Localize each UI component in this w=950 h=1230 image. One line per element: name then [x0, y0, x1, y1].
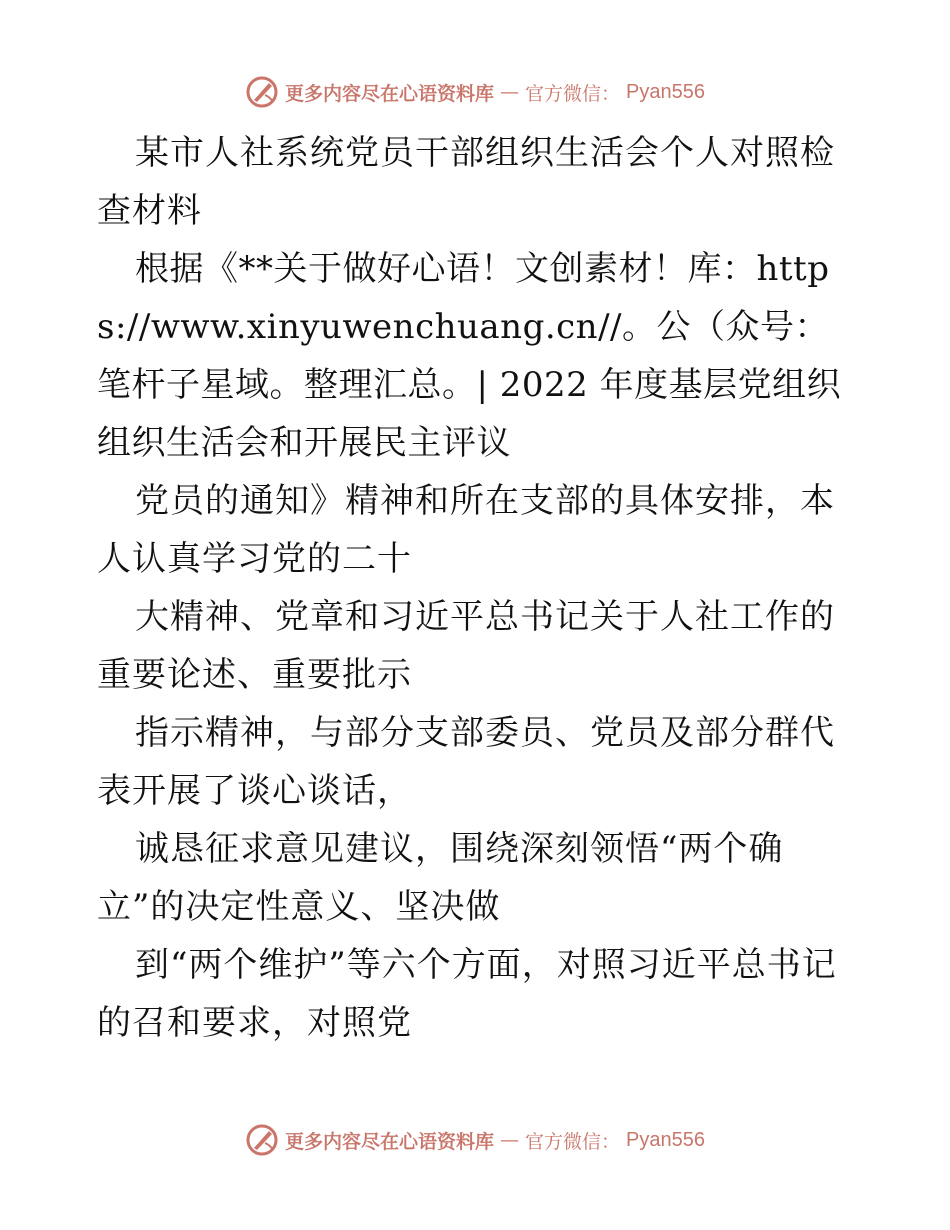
document-paragraph: 指示精神，与部分支部委员、党员及部分群代表开展了谈心谈话， [97, 713, 835, 811]
banner-separator: — [500, 81, 520, 103]
quill-pen-logo-icon [245, 75, 279, 109]
document-body [97, 124, 857, 1052]
document-paragraph: 党员的通知》精神和所在支部的具体安排，本人认真学习党的二十 [97, 481, 835, 579]
document-paragraph: 到“两个维护”等六个方面，对照习近平总书记的召和要求，对照党 [97, 945, 837, 1043]
wechat-id: Pyan556 [626, 80, 705, 103]
document-paragraph: 大精神、党章和习近平总书记关于人社工作的重要论述、重要批示 [97, 597, 835, 695]
document-title-paragraph: 某市人社系统党员干部组织生活会个人对照检查材料 [97, 133, 835, 231]
wechat-label: 官方微信： [525, 82, 621, 105]
quill-pen-logo-icon [245, 1123, 279, 1157]
wechat-id: Pyan556 [626, 1128, 705, 1151]
brand-text: 更多内容尽在心语资料库 [285, 82, 495, 105]
banner-separator: — [500, 1129, 520, 1151]
wechat-label: 官方微信： [525, 1130, 621, 1153]
document-paragraph: 诚恳征求意见建议，围绕深刻领悟“两个确立”的决定性意义、坚决做 [97, 829, 784, 927]
header-watermark-banner [0, 72, 950, 112]
document-paragraph: 根据《**关于做好心语！文创素材！库：https://www.xinyuwenchuang.cn//。公（众号：笔杆子星域。整理汇总。| 2022 年度基层党组织组织生活会和开展民主评议 [97, 249, 842, 463]
brand-text: 更多内容尽在心语资料库 [285, 1130, 495, 1153]
footer-watermark-banner [0, 1120, 950, 1160]
